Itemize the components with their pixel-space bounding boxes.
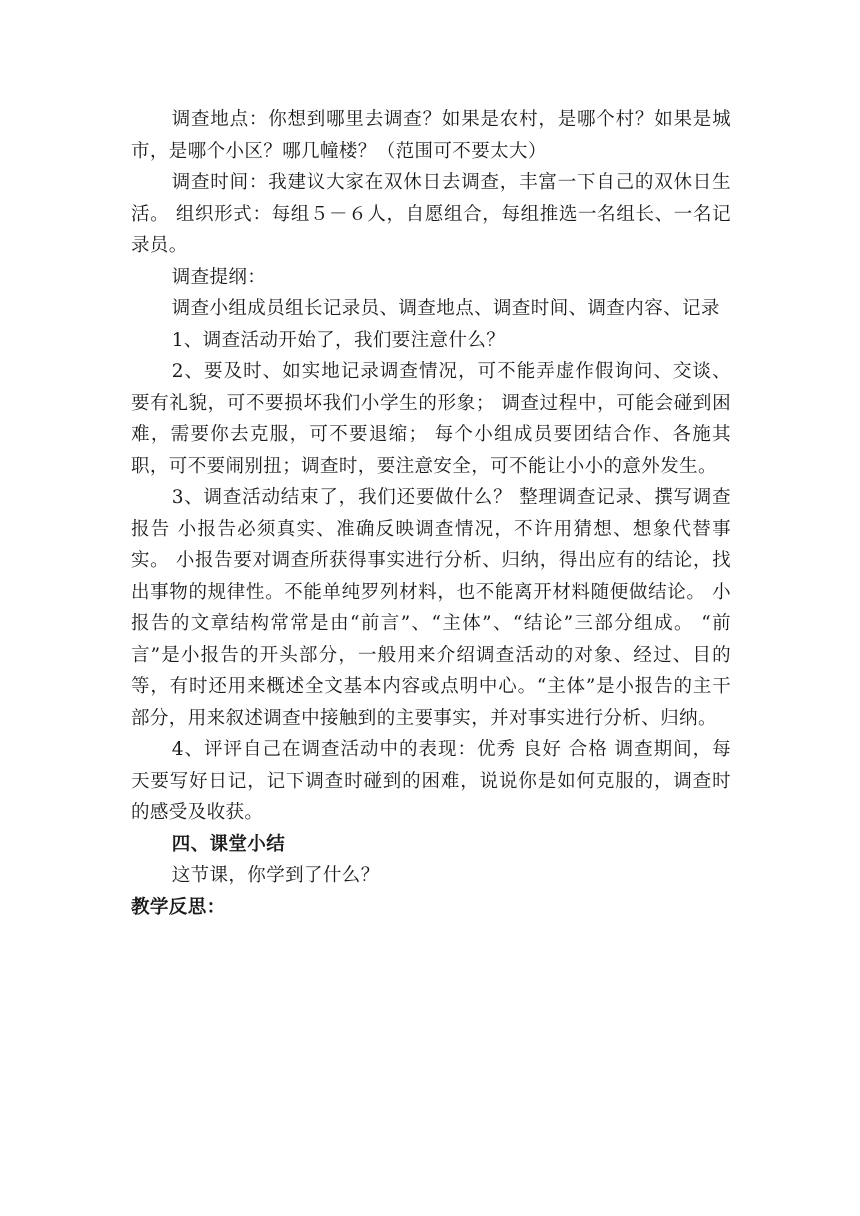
- paragraph-survey-location: 调查地点：你想到哪里去调查？如果是农村，是哪个村？如果是城市，是哪个小区？哪几幢楼？（范围可不要太大）: [131, 109, 731, 162]
- paragraph-item-4: 4、评评自己在调查活动中的表现：优秀 良好 合格 调查期间，每天要写好日记，记下调查时碰到的困难，说说你是如何克服的，调查时的感受及收获。: [131, 739, 731, 823]
- paragraph-item-2: 2、要及时、如实地记录调查情况，可不能弄虚作假询问、交谈、要有礼貌，可不要损坏我们小学生的形象； 调查过程中，可能会碰到困难，需要你去克服，可不要退缩； 每个小组成员要团结合作、各施其职，可不要闹别扭；调查时，要注意安全，可不能让小小的意外发生。: [131, 361, 731, 477]
- paragraph-outline-label: 调查提纲：: [171, 266, 267, 288]
- document-body: [131, 104, 731, 923]
- section-heading: 四、课堂小结: [171, 833, 286, 855]
- reflection-heading: 教学反思：: [131, 896, 226, 918]
- paragraph-item-1: 1、调查活动开始了，我们要注意什么？: [171, 329, 506, 351]
- paragraph-survey-time: 调查时间：我建议大家在双休日去调查，丰富一下自己的双休日生活。 组织形式：每组５－６人，自愿组合，每组推选一名组长、一名记录员。: [131, 172, 731, 256]
- summary-question: 这节课，你学到了什么？: [171, 865, 380, 886]
- paragraph-item-3: 3、调查活动结束了，我们还要做什么？ 整理调查记录、撰写调查报告 小报告必须真实、准确反映调查情况，不许用猜想、想象代替事实。 小报告要对调查所获得事实进行分析、归纳，得出应有的结论，找出事物的规律性。不能单纯罗列材料，也不能离开材料随便做结论。 小报告的文章结构常常是由“前言”、“主体”、“结论”三部分组成。 “前言”是小报告的开头部分，一般用来介绍调查活动的对象、经过、目的等，有时还用来概述全文基本内容或点明中心。“主体”是小报告的主干部分，用来叙述调查中接触到的主要事实，并对事实进行分析、归纳。: [131, 487, 731, 729]
- paragraph-outline-items: 调查小组成员组长记录员、调查地点、调查时间、调查内容、记录: [171, 298, 720, 319]
